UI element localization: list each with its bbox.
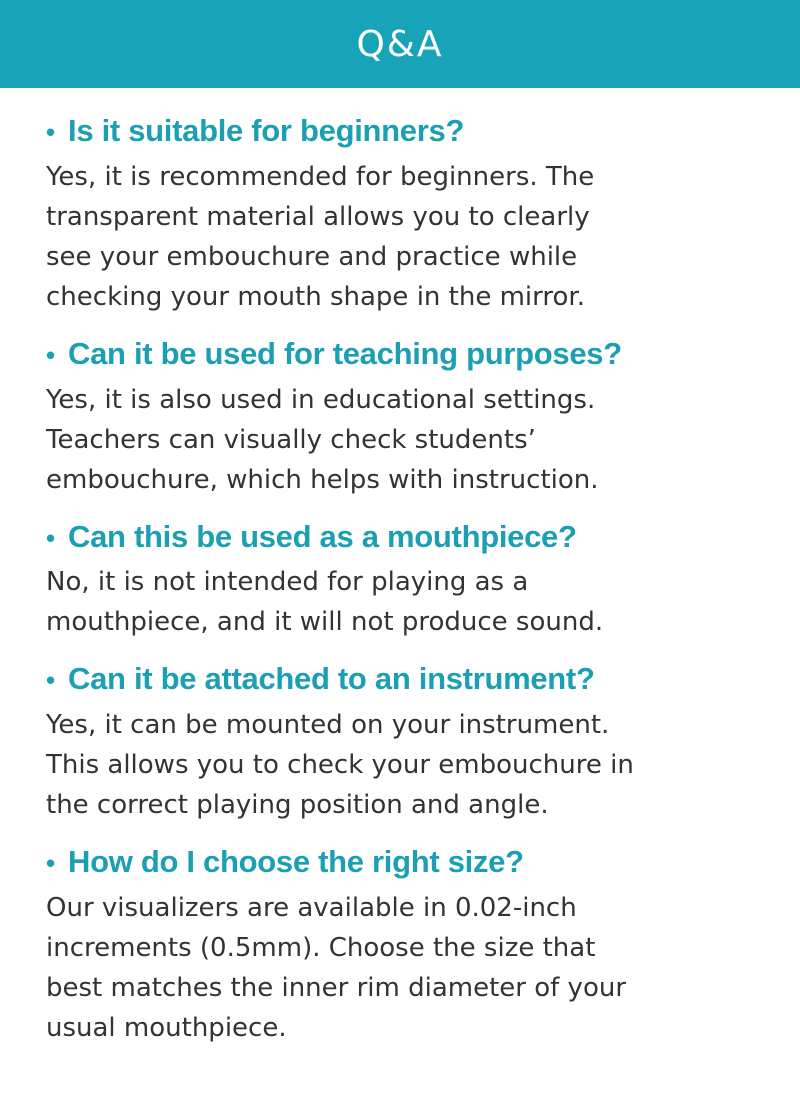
bullet-icon: • <box>46 339 55 370</box>
page-title: Q&A <box>356 23 444 65</box>
answer-text <box>46 888 786 1048</box>
answer-line: best matches the inner rim diameter of your <box>46 972 627 1003</box>
question-text: Can this be used as a mouthpiece? <box>68 518 577 554</box>
question-text: Can it be attached to an instrument? <box>68 661 595 697</box>
answer-line: Yes, it can be mounted on your instrument. <box>46 710 610 740</box>
answer-line: Yes, it is also used in educational settings. <box>46 384 596 415</box>
bullet-icon: • <box>46 848 55 878</box>
qa-item-instrument <box>46 660 786 825</box>
answer-text <box>46 562 786 642</box>
answer-line: see your embouchure and practice while <box>46 241 578 272</box>
question-heading <box>46 843 786 882</box>
bullet-icon: • <box>46 117 55 147</box>
question-text: How do I choose the right size? <box>68 844 524 879</box>
answer-line: checking your mouth shape in the mirror. <box>46 281 585 312</box>
answer-line: transparent material allows you to clearly <box>46 201 590 232</box>
answer-line: the correct playing position and angle. <box>46 790 549 820</box>
answer-text <box>46 705 786 825</box>
question-heading <box>46 335 786 374</box>
answer-line: Our visualizers are available in 0.02-inch <box>46 892 577 923</box>
qa-item-teaching <box>46 335 786 500</box>
answer-line: increments (0.5mm). Choose the size that <box>46 932 596 963</box>
question-heading <box>46 518 786 557</box>
bullet-icon: • <box>46 665 55 696</box>
qa-item-size <box>46 843 786 1048</box>
answer-text <box>46 380 786 500</box>
question-text: Is it suitable for beginners? <box>68 113 465 148</box>
answer-line: No, it is not intended for playing as a <box>46 567 529 598</box>
bullet-icon: • <box>46 522 55 553</box>
answer-line: usual mouthpiece. <box>46 1012 287 1043</box>
answer-text <box>46 157 786 317</box>
answer-line: mouthpiece, and it will not produce sound. <box>46 607 604 638</box>
qa-item-beginners <box>46 112 786 317</box>
question-heading <box>46 112 786 151</box>
question-text: Can it be used for teaching purposes? <box>68 335 622 371</box>
answer-line: Yes, it is recommended for beginners. The <box>46 161 595 192</box>
answer-line: Teachers can visually check students’ <box>46 424 536 455</box>
qa-item-mouthpiece <box>46 518 786 643</box>
question-heading <box>46 660 786 699</box>
answer-line: embouchure, which helps with instruction. <box>46 464 599 495</box>
answer-line: This allows you to check your embouchure in <box>46 750 634 780</box>
qa-list <box>46 112 786 1066</box>
header-banner <box>0 0 800 88</box>
